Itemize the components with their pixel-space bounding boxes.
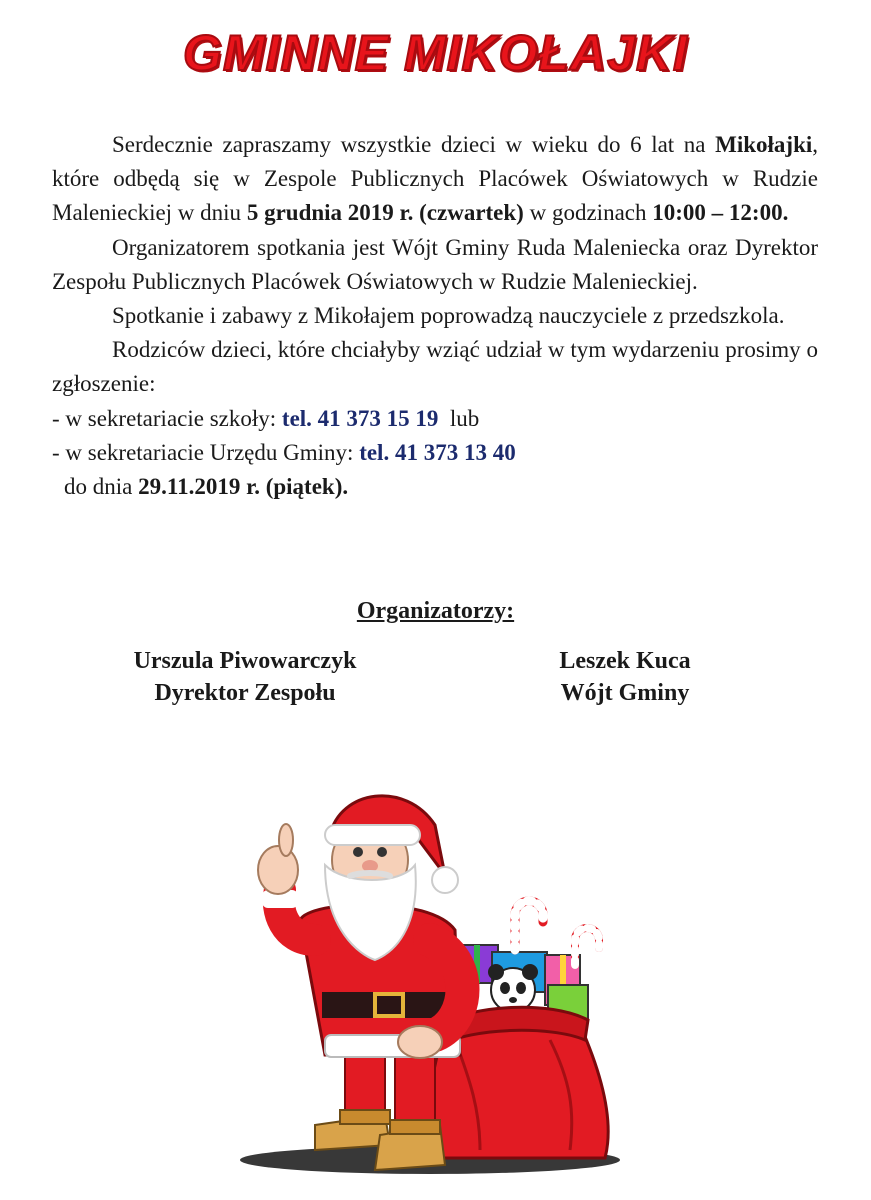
paragraph-invitation: Serdecznie zapraszamy wszystkie dzieci w wieku do 6 lat na Mikołajki, które odbędą się w Zespole Publicznych Placówek Oświatowych w Rudzie Malenieckiej w dniu 5 grudnia 2019 r. (czwartek) w godzinach 10:00 – 12:00. (52, 132, 818, 226)
invitation-text (52, 128, 818, 504)
organizers-header: Organizatorzy: (356, 598, 515, 624)
signatory-right-name: Leszek Kuca (559, 648, 691, 674)
paragraph-activities: Spotkanie i zabawy z Mikołajem poprowadzą nauczyciele z przedszkola. (112, 303, 785, 329)
phone-office: tel. 41 373 13 40 (359, 439, 516, 465)
contact-school: - w sekretariacie szkoły: tel. 41 373 15 19 lub (52, 405, 480, 431)
paragraph-registration: Rodziców dzieci, które chciałyby wziąć udział w tym wydarzeniu prosimy o zgłoszenie: (52, 337, 818, 397)
phone-school: tel. 41 373 15 19 (281, 405, 439, 431)
deadline: do dnia 29.11.2019 r. (piątek). (64, 474, 349, 500)
signatory-left-role: Dyrektor Zespołu (154, 680, 336, 706)
santa-claus-icon (230, 780, 630, 1180)
signatory-right (500, 645, 750, 709)
contact-office: - w sekretariacie Urzędu Gminy: tel. 41 373 13 40 (52, 439, 516, 465)
santa-figure-icon (258, 796, 463, 1170)
signatory-left (100, 645, 390, 709)
signatory-left-name: Urszula Piwowarczyk (133, 648, 357, 674)
page-title: GMINNE MIKOŁAJKI (183, 25, 688, 81)
santa-illustration (230, 780, 630, 1180)
paragraph-organizer: Organizatorem spotkania jest Wójt Gminy Ruda Maleniecka oraz Dyrektor Zespołu Publicznych Placówek Oświatowych w Rudzie Malenieckiej. (52, 234, 818, 294)
signatory-right-role: Wójt Gminy (560, 680, 690, 706)
